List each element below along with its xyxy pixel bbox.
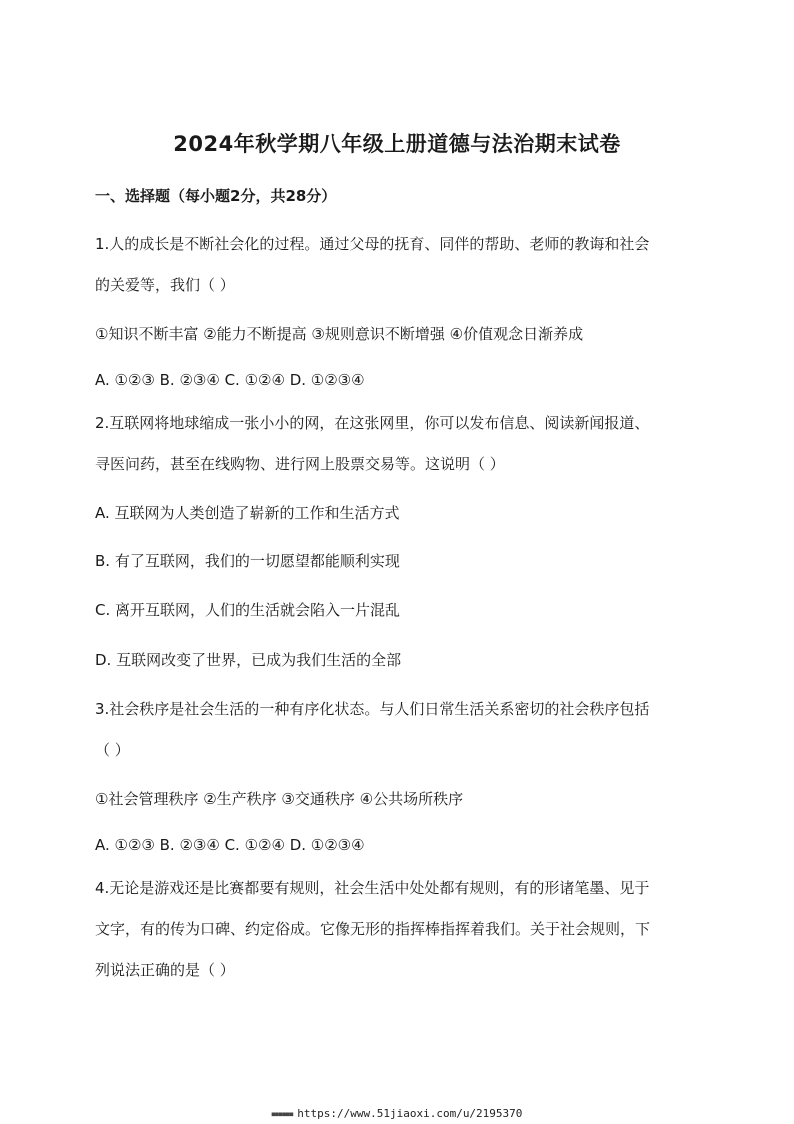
question-3-items: ①社会管理秩序 ②生产秩序 ③交通秩序 ④公共场所秩序 [95,790,464,808]
question-2-option-d: D. 互联网改变了世界，已成为我们生活的全部 [95,651,402,669]
question-1-choices: A. ①②③ B. ②③④ C. ①②④ D. ①②③④ [95,371,365,389]
footer-mark: ■■■■■■ [271,1110,294,1118]
question-2-stem-line-2: 寻医问药，甚至在线购物、进行网上股票交易等。这说明（ ） [95,455,505,473]
page-title: 2024年秋学期八年级上册道德与法治期末试卷 [173,132,621,156]
question-4-stem-line-1: 4.无论是游戏还是比赛都要有规则，社会生活中处处都有规则，有的形诸笔墨、见于 [95,879,650,897]
question-2-option-a: A. 互联网为人类创造了崭新的工作和生活方式 [95,504,400,522]
footer-url-link[interactable]: https://www.51jiaoxi.com/u/2195370 [297,1107,523,1120]
question-2-stem-line-1: 2.互联网将地球缩成一张小小的网，在这张网里，你可以发布信息、阅读新闻报道、 [95,414,650,432]
section-heading: 一、选择题（每小题2分，共28分） [95,187,337,205]
question-4-stem-line-3: 列说法正确的是（ ） [95,961,235,979]
question-3-choices: A. ①②③ B. ②③④ C. ①②④ D. ①②③④ [95,836,365,854]
question-3-stem-line-1: 3.社会秩序是社会生活的一种有序化状态。与人们日常生活关系密切的社会秩序包括 [95,700,650,718]
question-1-items: ①知识不断丰富 ②能力不断提高 ③规则意识不断增强 ④价值观念日渐养成 [95,325,584,343]
question-1-stem-line-2: 的关爱等，我们（ ） [95,276,235,294]
question-4-stem-line-2: 文字，有的传为口碑、约定俗成。它像无形的指挥棒指挥着我们。关于社会规则，下 [95,920,651,938]
question-1-stem-line-1: 1.人的成长是不断社会化的过程。通过父母的抚育、同伴的帮助、老师的教诲和社会 [95,235,650,253]
question-2-option-c: C. 离开互联网，人们的生活就会陷入一片混乱 [95,601,401,619]
question-3-stem-line-2: （ ） [95,741,130,759]
question-2-option-b: B. 有了互联网，我们的一切愿望都能顺利实现 [95,552,400,570]
page-footer [0,1107,794,1120]
